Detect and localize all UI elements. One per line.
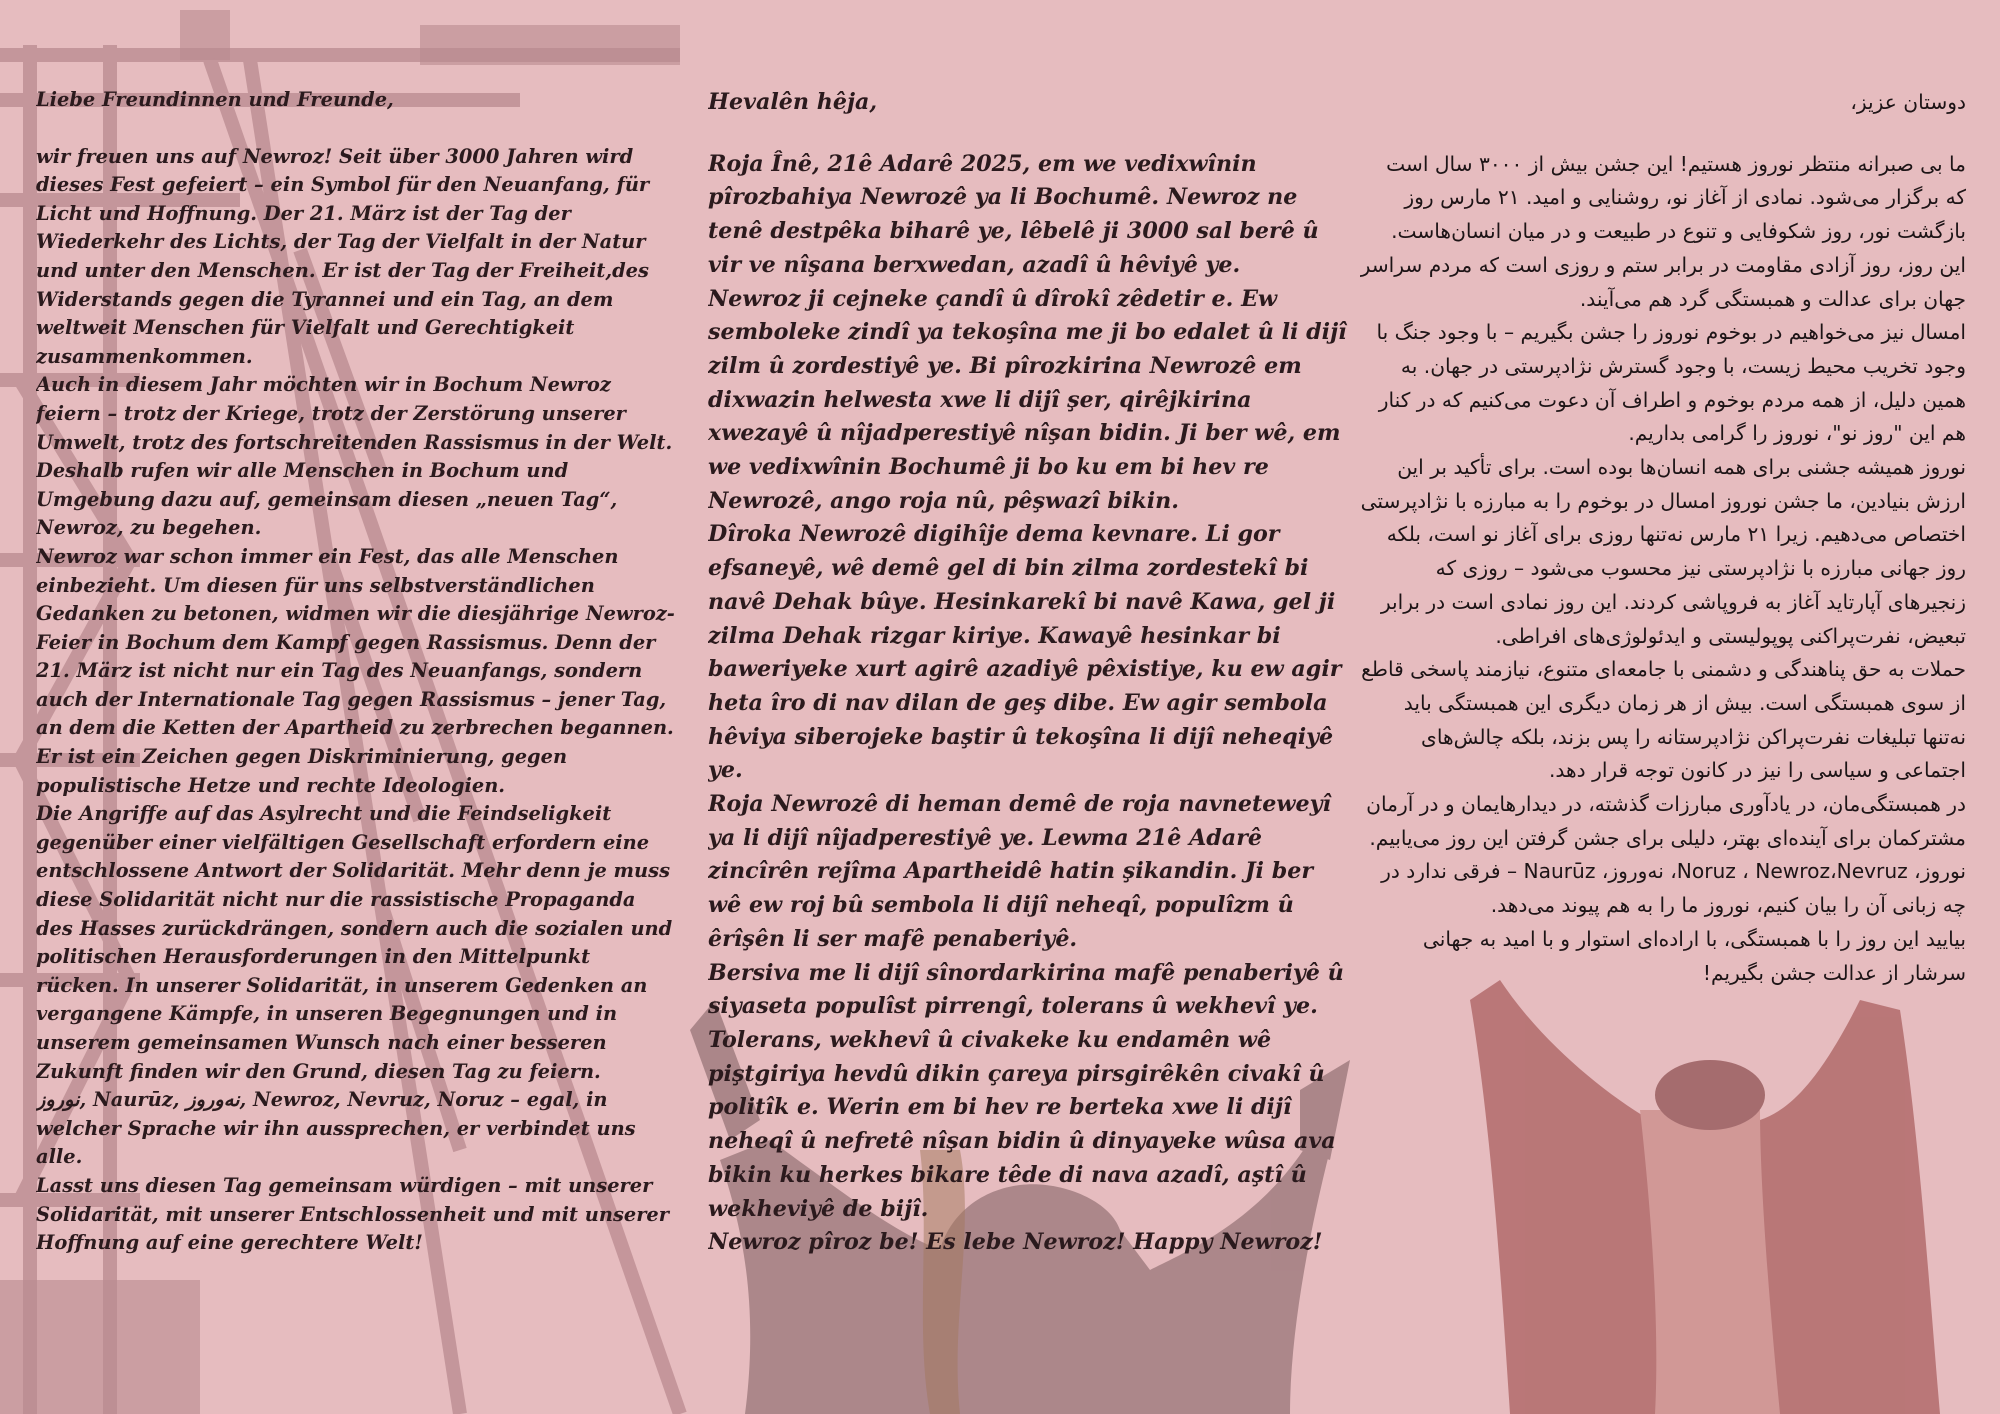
german-paragraph: نوروز, Naurūz, نەوروز, Newroz, Nevruz, Noruz – egal, in welcher Sprache wir ihn aussprechen, er verbindet uns alle. bbox=[36, 1088, 636, 1169]
persian-paragraph: امسال نیز می‌خواهیم در بوخوم نوروز را جشن بگیریم – با وجود جنگ با وجود تخریب محیط زیست، با وجود گسترش نژادپرستی در جهان. به همین دلیل، از همه مردم بوخوم و اطراف آن دعوت می‌کنیم که در کنار هم این "روز نو"، نوروز را گرامی بداریم. bbox=[1376, 320, 1966, 446]
persian-letter-column bbox=[1360, 86, 1966, 990]
persian-paragraph: ما بی صبرانه منتظر نوروز هستیم! این جشن بیش از ۳۰۰۰ سال است که برگزار می‌شود. نمادی از آغاز نو، روشنایی و امید. ۲۱ مارس روز بازگشت نور، روز شکوفایی و تنوع در طبیعت و در میان انسان‌هاست. این روز، روز آزادی مقاومت در برابر ستم و روزی است که مردم سراسر جهان برای عدالت و همبستگی گرد هم می‌آیند. bbox=[1360, 151, 1966, 311]
persian-paragraph: نوروز، Noruz ، Newroz،Nevruz، نەوروز، Naurūz – فرقی ندارد در چه زبانی آن را بیان کنیم، نوروز ما را به هم پیوند می‌دهد. bbox=[1381, 859, 1966, 918]
german-letter-column bbox=[36, 86, 676, 1258]
persian-paragraph: نوروز همیشه جشنی برای همه انسان‌ها بوده است. برای تأکید بر این ارزش بنیادین، ما جشن نوروز امسال در بوخوم را به مبارزه با نژادپرستی اختصاص می‌دهیم. زیرا ۲۱ مارس نه‌تنها روزی برای آغاز نو است، بلکه روز جهانی مبارزه با نژادپرستی نیز محسوب می‌شود – روزی که زنجیرهای آپارتاید آغاز به فروپاشی کردند. این روز نمادی است در برابر تبعیض، نفرت‌پراکنی پوپولیستی و ایدئولوژی‌های افراطی. bbox=[1360, 455, 1966, 648]
german-paragraph: Die Angriffe auf das Asylrecht und die Feindseligkeit gegenüber einer vielfältigen Gesellschaft erfordern eine entschlossene Antwort der Solidarität. Mehr denn je muss diese Solidarität nicht nur die rassistische Propaganda des Hasses zurückdrängen, sondern auch die sozialen und politischen Herausforderungen in den Mittelpunkt rücken. In unserer Solidarität, in unserem Gedenken an vergangene Kämpfe, in unseren Begegnungen und in unserem gemeinsamen Wunsch nach einer besseren Zukunft finden wir den Grund, diesen Tag zu feiern. bbox=[36, 802, 673, 1083]
kurdish-paragraph: Roja Newrozê di heman demê de roja navneteweyî ya li dijî nîjadperestiyê ye. Lewma 21ê Adarê zincîrên rejîma Apartheidê hatin şikandin. Ji ber wê ew roj bû sembola li dijî neheqî, populîzm û êrîşên li ser mafê penaberiyê. bbox=[708, 791, 1331, 952]
german-greeting: Liebe Freundinnen und Freunde, bbox=[36, 88, 394, 111]
german-paragraph: Newroz war schon immer ein Fest, das alle Menschen einbezieht. Um diesen für uns selbstverständlichen Gedanken zu betonen, widmen wir die diesjährige Newroz-Feier in Bochum dem Kampf gegen Rassismus. Denn der 21. März ist nicht nur ein Tag des Neuanfangs, sondern auch der Internationale Tag gegen Rassismus – jener Tag, an dem die Ketten der Apartheid zu zerbrechen begannen. Er ist ein Zeichen gegen Diskriminierung, gegen populistische Hetze und rechte Ideologien. bbox=[36, 544, 675, 797]
kurdish-paragraph: Newroz pîroz be! Es lebe Newroz! Happy Newroz! bbox=[708, 1229, 1323, 1256]
kurdish-paragraph: Roja Înê, 21ê Adarê 2025, em we vedixwînin pîrozbahiya Newrozê ya li Bochumê. Newroz ne tenê destpêka biharê ye, lêbelê ji 3000 sal berê û vir ve nîşana berxwedan, azadî û hêviyê ye. bbox=[708, 150, 1319, 278]
german-paragraph: Auch in diesem Jahr möchten wir in Bochum Newroz feiern – trotz der Kriege, trotz der Zerstörung unserer Umwelt, trotz des fortschreitenden Rassismus in der Welt. Deshalb rufen wir alle Menschen in Bochum und Umgebung dazu auf, gemeinsam diesen „neuen Tag“, Newroz, zu begehen. bbox=[36, 373, 673, 540]
german-paragraph: wir freuen uns auf Newroz! Seit über 3000 Jahren wird dieses Fest gefeiert – ein Symbol für den Neuanfang, für Licht und Hoffnung. Der 21. März ist der Tag der Wiederkehr des Lichts, der Tag der Vielfalt in der Natur und unter den Menschen. Er ist der Tag der Freiheit,des Widerstands gegen die Tyrannei und ein Tag, an dem weltweit Menschen für Vielfalt und Gerechtigkeit zusammenkommen. bbox=[36, 144, 650, 368]
kurdish-letter-column bbox=[708, 86, 1348, 1260]
persian-paragraph: بیایید این روز را با همبستگی، با اراده‌ای استوار و با امید به جهانی سرشار از عدالت جشن بگیریم! bbox=[1422, 926, 1966, 985]
kurdish-paragraph: Bersiva me li dijî sînordarkirina mafê penaberiyê û siyaseta populîst pirrengî, tolerans û wekhevî ye. Tolerans, wekhevî û civakeke ku endamên wê piştgiriya hevdû dikin çareya pirsgirêkên civakî û politîk e. Werin em bi hev re berteka xwe li dijî neheqî û nefretê nîşan bidin û dinyayeke wûsa ava bikin ku herkes bikare têde di nava azadî, aştî û wekheviyê de bijî. bbox=[708, 959, 1344, 1222]
kurdish-paragraph: Newroz ji cejneke çandî û dîrokî zêdetir e. Ew semboleke zindî ya tekoşîna me ji bo edalet û li dijî zilm û zordestiyê ye. Bi pîrozkirina Newrozê em dixwazin helwesta xwe li dijî şer, qirêjkirina xwezayê û nîjadperestiyê nîşan bidin. Ji ber wê, em we vedixwînin Bochumê ji bo ku em bi hev re Newrozê, ango roja nû, pêşwazî bikin. bbox=[708, 285, 1347, 514]
german-paragraph: Lasst uns diesen Tag gemeinsam würdigen – mit unserer Solidarität, mit unserer Entschlossenheit und mit unserer Hoffnung auf eine gerechtere Welt! bbox=[36, 1173, 669, 1255]
persian-paragraph: در همبستگی‌مان، در یادآوری مبارزات گذشته، در دیدارهایمان و در آرمان مشترکمان برای آینده‌ای بهتر، دلیلی برای جشن گرفتن این روز می‌یابیم. bbox=[1366, 792, 1966, 850]
persian-greeting: دوستان عزیز، bbox=[1850, 90, 1966, 114]
kurdish-greeting: Hevalên hêja, bbox=[708, 89, 878, 115]
persian-paragraph: حملات به حق پناهندگی و دشمنی با جامعه‌ای متنوع، نیازمند پاسخی قاطع از سوی همبستگی است. بیش از هر زمان دیگری این همبستگی باید نه‌تنها تبلیغات نفرت‌پراکن نژادپرستانه را پس بزند، بلکه چالش‌های اجتماعی و سیاسی را نیز در کانون توجه قرار دهد. bbox=[1361, 657, 1966, 783]
kurdish-paragraph: Dîroka Newrozê digihîje dema kevnare. Li gor efsaneyê, wê demê gel di bin zilma zordestekî bi navê Dehak bûye. Hesinkarekî bi navê Kawa, gel ji zilma Dehak rizgar kiriye. Kawayê hesinkar bi baweriyeke xurt agirê azadiyê pêxistiye, ku ew agir heta îro di nav dilan de geş dibe. Ew agir sembola hêviya siberojeke baştir û tekoşîna li dijî neheqiyê ye. bbox=[708, 521, 1342, 784]
